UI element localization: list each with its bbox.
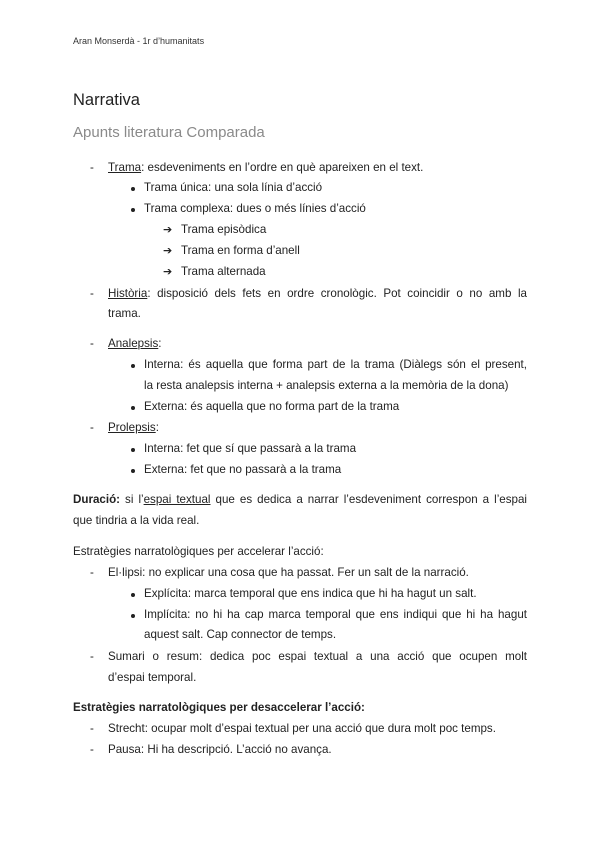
duracio-post: que es dedica a narrar l’esdeveniment correspon a l’espai bbox=[210, 493, 527, 506]
trama-text: : esdeveniments en l’ordre en què apareixen en el text. bbox=[141, 161, 424, 174]
analepsis-interna-cont: la resta analepsis interna + analepsis externa a la memòria de la dona) bbox=[144, 379, 509, 392]
sumari-item: Sumari o resum: dedica poc espai textual a una acció que ocupen molt bbox=[108, 650, 527, 663]
list-dash: - bbox=[90, 566, 94, 579]
list-dash: - bbox=[90, 722, 94, 735]
arrow-icon: ➔ bbox=[163, 245, 173, 257]
list-dash: - bbox=[90, 650, 94, 663]
trama-term: Trama bbox=[108, 161, 142, 174]
historia-text: : disposició dels fets en ordre cronològic. Pot coincidir o no amb la bbox=[147, 287, 527, 300]
espai-textual-term: espai textual bbox=[143, 493, 211, 506]
analepsis-item bbox=[108, 337, 162, 351]
list-dash: - bbox=[90, 287, 94, 300]
list-dash: - bbox=[90, 743, 94, 756]
analepsis-colon: : bbox=[158, 337, 162, 350]
strecht-item: Strecht: ocupar molt d’espai textual per una acció que dura molt poc temps. bbox=[108, 722, 496, 735]
list-dash: - bbox=[90, 421, 94, 434]
trama-complexa: Trama complexa: dues o més línies d’acció bbox=[144, 202, 366, 215]
arrow-icon: ➔ bbox=[163, 266, 173, 278]
bullet-icon bbox=[131, 406, 135, 410]
historia-item bbox=[108, 287, 527, 301]
historia-text-cont: trama. bbox=[108, 307, 141, 320]
desaccelerar-heading: Estratègies narratològiques per desaccelerar l’acció: bbox=[73, 701, 365, 714]
bullet-icon bbox=[131, 614, 135, 618]
analepsis-term: Analepsis bbox=[108, 337, 159, 350]
analepsis-interna: Interna: és aquella que forma part de la trama (Diàlegs són el present, bbox=[144, 358, 527, 371]
accelerar-heading: Estratègies narratològiques per accelerar l’acció: bbox=[73, 545, 324, 558]
bullet-icon bbox=[131, 187, 135, 191]
trama-item bbox=[108, 161, 423, 175]
trama-unica: Trama única: una sola línia d’acció bbox=[144, 181, 323, 194]
prolepsis-item bbox=[108, 421, 159, 435]
bullet-icon bbox=[131, 364, 135, 368]
explicita-item: Explícita: marca temporal que ens indica que hi ha hagut un salt. bbox=[144, 587, 477, 600]
prolepsis-interna: Interna: fet que sí que passarà a la trama bbox=[144, 442, 357, 455]
historia-term: Història bbox=[108, 287, 148, 300]
duracio-paragraph bbox=[73, 493, 527, 507]
page-header: Aran Monserdà - 1r d’humanitats bbox=[73, 36, 205, 46]
analepsis-externa: Externa: és aquella que no forma part de la trama bbox=[144, 400, 400, 413]
implicita-item: Implícita: no hi ha cap marca temporal que ens indiqui que hi ha hagut bbox=[144, 608, 527, 621]
duracio-cont: que tindria a la vida real. bbox=[73, 514, 200, 527]
arrow-icon: ➔ bbox=[163, 224, 173, 236]
prolepsis-colon: : bbox=[155, 421, 159, 434]
trama-episodica: Trama episòdica bbox=[181, 223, 267, 236]
bullet-icon bbox=[131, 469, 135, 473]
bullet-icon bbox=[131, 448, 135, 452]
list-dash: - bbox=[90, 161, 94, 174]
prolepsis-term: Prolepsis bbox=[108, 421, 156, 434]
sumari-cont: d’espai temporal. bbox=[108, 671, 197, 684]
bullet-icon bbox=[131, 593, 135, 597]
pausa-item: Pausa: Hi ha descripció. L’acció no avança. bbox=[108, 743, 332, 756]
page-title: Narrativa bbox=[73, 91, 140, 109]
implicita-cont: aquest salt. Cap connector de temps. bbox=[144, 628, 337, 641]
elipsi-item: El·lipsi: no explicar una cosa que ha passat. Fer un salt de la narració. bbox=[108, 566, 469, 579]
list-dash: - bbox=[90, 337, 94, 350]
duracio-pre: si l’ bbox=[120, 493, 144, 506]
trama-alternada: Trama alternada bbox=[181, 265, 266, 278]
trama-anell: Trama en forma d’anell bbox=[181, 244, 300, 257]
prolepsis-externa: Externa: fet que no passarà a la trama bbox=[144, 463, 342, 476]
bullet-icon bbox=[131, 208, 135, 212]
duracio-label: Duració: bbox=[73, 493, 121, 506]
page-subtitle: Apunts literatura Comparada bbox=[73, 124, 265, 141]
